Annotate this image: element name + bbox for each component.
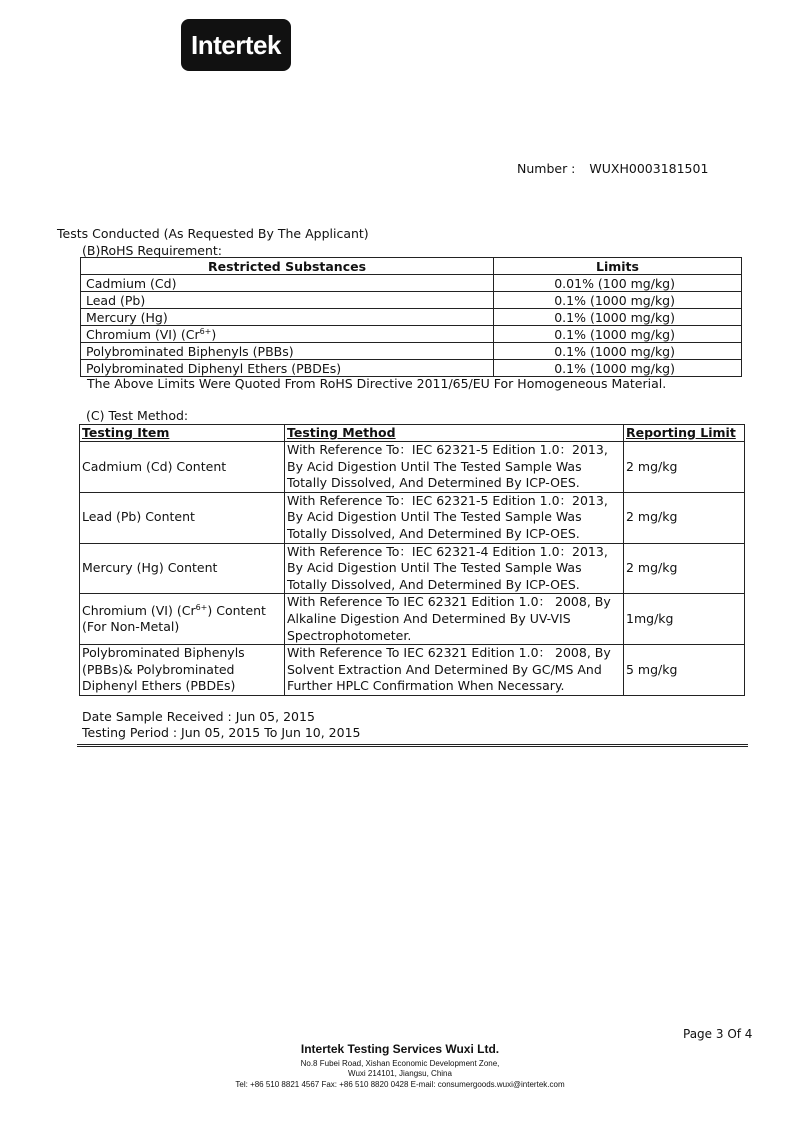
- table-row: [81, 309, 742, 326]
- tests-heading: Tests Conducted (As Requested By The Applicant): [57, 226, 369, 241]
- table-row: [81, 360, 742, 377]
- footer-address-line: Wuxi 214101, Jiangsu, China: [348, 1069, 452, 1078]
- column-header: Testing Method: [285, 425, 624, 442]
- limit-cell: 0.1% (1000 mg/kg): [494, 326, 742, 343]
- table-header-row: [80, 425, 745, 442]
- reporting-limit-cell: 1mg/kg: [624, 594, 745, 645]
- substance-cell: Polybrominated Diphenyl Ethers (PBDEs): [81, 360, 494, 377]
- table-row: [81, 326, 742, 343]
- item-text: (For Non-Metal): [82, 619, 180, 635]
- limit-cell: 0.1% (1000 mg/kg): [494, 292, 742, 309]
- testing-item-cell: Cadmium (Cd) Content: [80, 442, 285, 493]
- test-method-table: [79, 424, 745, 696]
- footer-contact: Tel: +86 510 8821 4567 Fax: +86 510 8820 0428 E-mail: consumergoods.wuxi@intertek.com: [235, 1080, 565, 1089]
- testing-method-cell: With Reference To：IEC 62321-5 Edition 1.0：2013, By Acid Digestion Until The Tested Sample Was Totally Dissolved, And Determined By ICP-OES.: [285, 492, 624, 543]
- superscript: 6+: [195, 602, 208, 612]
- table-row: [80, 543, 745, 594]
- rohs-heading: (B)RoHS Requirement:: [82, 243, 223, 258]
- table-row: [80, 594, 745, 645]
- testing-method-cell: With Reference To IEC 62321 Edition 1.0： 2008, By Alkaline Digestion And Determined By UV-VIS Spectrophotometer.: [285, 594, 624, 645]
- substance-cell: Polybrominated Biphenyls (PBBs): [81, 343, 494, 360]
- column-header: Reporting Limit: [624, 425, 745, 442]
- intertek-logo: Intertek: [181, 19, 291, 71]
- substance-cell: Mercury (Hg): [81, 309, 494, 326]
- table-row: [80, 492, 745, 543]
- limit-cell: 0.01% (100 mg/kg): [494, 275, 742, 292]
- table-row: [81, 343, 742, 360]
- testing-item-cell: [80, 594, 285, 645]
- limit-cell: 0.1% (1000 mg/kg): [494, 360, 742, 377]
- limit-cell: 0.1% (1000 mg/kg): [494, 309, 742, 326]
- substance-cell: Lead (Pb): [81, 292, 494, 309]
- table-row: [81, 292, 742, 309]
- testing-item-cell: Polybrominated Biphenyls (PBBs)& Polybrominated Diphenyl Ethers (PBDEs): [80, 645, 285, 696]
- reporting-limit-cell: 2 mg/kg: [624, 442, 745, 493]
- report-number: [517, 161, 708, 176]
- footer-address-line: No.8 Fubei Road, Xishan Economic Development Zone,: [300, 1059, 500, 1068]
- table-header-row: [81, 258, 742, 275]
- page-number: Page 3 Of 4: [683, 1027, 753, 1041]
- substance-cell: [81, 326, 494, 343]
- divider-line: [77, 746, 748, 747]
- date-sample-received: Date Sample Received : Jun 05, 2015: [82, 709, 315, 724]
- item-text: Chromium (VI) (Cr: [82, 602, 196, 618]
- substance-text: Chromium (VI) (Cr: [86, 326, 200, 342]
- table-row: [80, 442, 745, 493]
- item-text: ) Content: [207, 602, 266, 618]
- report-number-label: Number :: [517, 161, 576, 176]
- rohs-note: The Above Limits Were Quoted From RoHS Directive 2011/65/EU For Homogeneous Material.: [87, 376, 667, 391]
- testing-method-cell: With Reference To IEC 62321 Edition 1.0： 2008, By Solvent Extraction And Determined By GC/MS And Further HPLC Confirmation When Necessary.: [285, 645, 624, 696]
- superscript: 6+: [199, 326, 212, 336]
- divider-line: [77, 744, 748, 745]
- reporting-limit-cell: 2 mg/kg: [624, 543, 745, 594]
- reporting-limit-cell: 5 mg/kg: [624, 645, 745, 696]
- testing-item-cell: Mercury (Hg) Content: [80, 543, 285, 594]
- test-method-heading: (C) Test Method:: [86, 408, 189, 423]
- testing-item-cell: Lead (Pb) Content: [80, 492, 285, 543]
- column-header: Testing Item: [80, 425, 285, 442]
- testing-period: Testing Period : Jun 05, 2015 To Jun 10, 2015: [82, 725, 361, 740]
- substance-cell: Cadmium (Cd): [81, 275, 494, 292]
- column-header: Restricted Substances: [81, 258, 494, 275]
- substance-text: ): [211, 326, 217, 342]
- rohs-limits-table: [80, 257, 742, 377]
- limit-cell: 0.1% (1000 mg/kg): [494, 343, 742, 360]
- column-header: Limits: [494, 258, 742, 275]
- report-number-value: WUXH0003181501: [589, 161, 709, 176]
- reporting-limit-cell: 2 mg/kg: [624, 492, 745, 543]
- testing-method-cell: With Reference To：IEC 62321-4 Edition 1.0：2013, By Acid Digestion Until The Tested Sample Was Totally Dissolved, And Determined By ICP-OES.: [285, 543, 624, 594]
- footer-company: Intertek Testing Services Wuxi Ltd.: [300, 1042, 500, 1056]
- table-row: [81, 275, 742, 292]
- testing-method-cell: With Reference To：IEC 62321-5 Edition 1.0：2013, By Acid Digestion Until The Tested Sample Was Totally Dissolved, And Determined By ICP-OES.: [285, 442, 624, 493]
- table-row: [80, 645, 745, 696]
